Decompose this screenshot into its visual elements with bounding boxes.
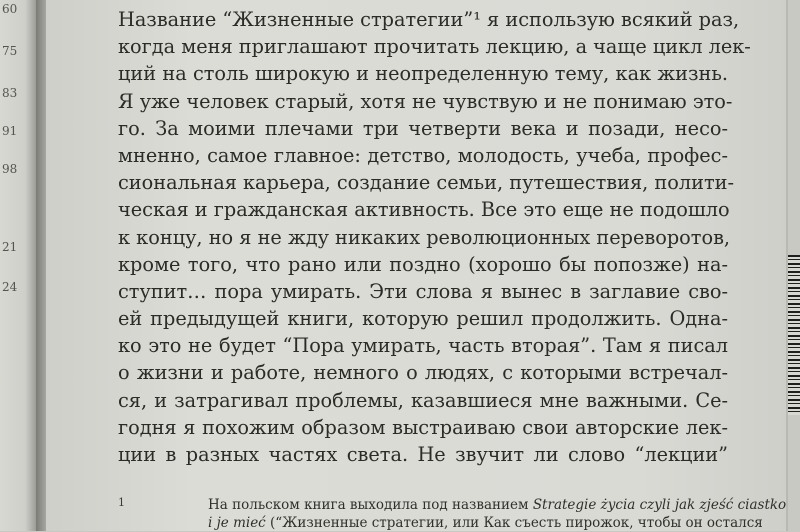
margin-number: 98: [2, 162, 18, 176]
text-line: мненно, самое главное: детство, молодость, учеба, профес-: [118, 143, 728, 167]
text-line: Название “Жизненные стратегии”¹ я использую всякий раз,: [118, 8, 740, 31]
text-line: ступит… пора умирать. Эти слова я вынес в заглавие сво-: [118, 279, 728, 303]
book-page: [46, 0, 786, 531]
barcode-strip: [788, 255, 800, 415]
body-paragraph: [118, 6, 751, 468]
text-line: го. За моими плечами три четверти века и позади, несо-: [118, 116, 728, 140]
text-line: ций на столь широкую и неопределенную тему, как жизнь.: [118, 62, 728, 86]
text-line: Я уже человек старый, хотя не чувствую и не понимаю это-: [118, 89, 733, 113]
margin-number: 24: [2, 280, 18, 294]
text-line: сиональная карьера, создание семьи, путешествия, полити-: [118, 171, 735, 195]
book-spine-gutter: [36, 0, 46, 531]
footnote-number: 1: [118, 496, 125, 509]
margin-number: 75: [2, 44, 18, 58]
footnote-text: На польском книга выходила под названием: [208, 497, 533, 513]
footnote-line: [118, 496, 787, 514]
footnote-italic-title: Strategie życia czyli jak zjeść ciastko: [532, 497, 787, 513]
margin-number: 60: [2, 2, 18, 16]
margin-number: 91: [2, 124, 18, 138]
footnote-line: [118, 514, 763, 532]
text-line: ции в разных частях света. Не звучит ли слово “лекции”: [118, 443, 728, 466]
text-line: к концу, но я не жду никаких революционных переворотов,: [118, 225, 731, 249]
text-line: ко это не будет “Пора умирать, часть вторая”. Там я писал: [118, 334, 728, 358]
text-line: кроме того, что рано или поздно (хорошо бы попозже) на-: [118, 252, 728, 276]
left-page-margin-numbers: [0, 0, 30, 531]
text-line: ческая и гражданская активность. Все это еще не подошло: [118, 198, 730, 222]
text-line: годня я похожим образом выстраиваю свои авторские лек-: [118, 415, 728, 439]
footnote-italic-title: i je mieć: [208, 515, 266, 531]
footnote: [118, 496, 787, 532]
margin-number: 83: [2, 86, 18, 100]
text-line: о жизни и работе, немного о людях, с которыми встречал-: [118, 361, 728, 385]
text-line: ся, и затрагивал проблемы, казавшиеся мне важными. Се-: [118, 388, 728, 412]
left-page-edge: [0, 0, 36, 531]
footnote-text: (“Жизненные стратегии, или Как съесть пирожок, чтобы он остался: [265, 515, 763, 531]
text-line: когда меня приглашают прочитать лекцию, а чаще цикл лек-: [118, 35, 751, 59]
text-line: ей предыдущей книги, которую решил продолжить. Одна-: [118, 307, 728, 331]
margin-number: 21: [2, 240, 18, 254]
